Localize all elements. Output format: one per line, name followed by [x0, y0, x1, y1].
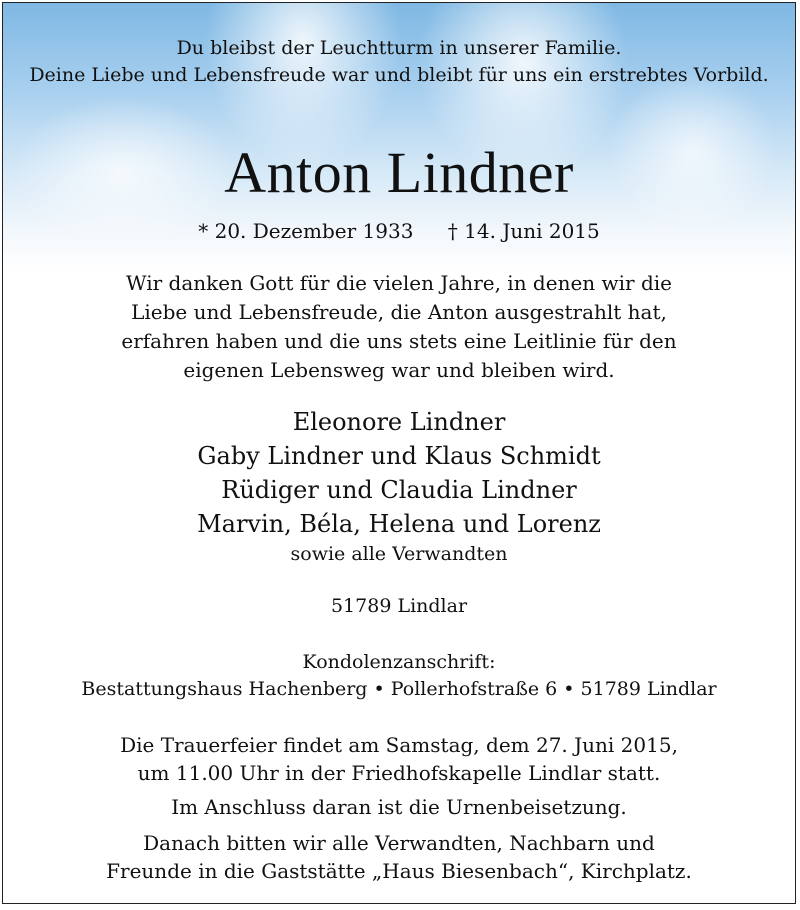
family-names — [3, 405, 795, 541]
condolence-heading: Kondolenzanschrift: — [302, 651, 496, 673]
condolence-address — [3, 649, 795, 703]
family-place: 51789 Lindlar — [330, 595, 468, 617]
funeral-service — [3, 731, 795, 787]
invite-line: Danach bitten wir alle Verwandten, Nachbarn und — [143, 831, 655, 855]
life-dates — [3, 217, 795, 245]
thanks-line: Liebe und Lebensfreude, die Anton ausgestrahlt hat, — [131, 300, 667, 324]
deceased-name: Anton Lindner — [224, 140, 574, 205]
condolence-address-line: Bestattungshaus Hachenberg • Pollerhofstraße 6 • 51789 Lindlar — [81, 678, 717, 700]
birth-date: * 20. Dezember 1933 — [198, 219, 414, 243]
obituary-notice — [2, 2, 796, 904]
family-member: Gaby Lindner und Klaus Schmidt — [197, 442, 601, 470]
thanks-text — [3, 269, 795, 385]
family-member: Marvin, Béla, Helena und Lorenz — [197, 510, 601, 538]
family-member: Rüdiger und Claudia Lindner — [221, 476, 577, 504]
service-line: um 11.00 Uhr in der Friedhofskapelle Lindlar statt. — [137, 761, 661, 785]
death-date: † 14. Juni 2015 — [447, 219, 600, 243]
motto-line: Deine Liebe und Lebensfreude war und bleibt für uns ein erstrebtes Vorbild. — [29, 64, 769, 86]
invite-line: Freunde in die Gaststätte „Haus Biesenbach“, Kirchplatz. — [106, 859, 692, 883]
thanks-line: Wir danken Gott für die vielen Jahre, in denen wir die — [126, 271, 672, 295]
family-member: Eleonore Lindner — [292, 408, 506, 436]
thanks-line: erfahren haben und die uns stets eine Leitlinie für den — [121, 329, 677, 353]
service-line: Die Trauerfeier findet am Samstag, dem 27. Juni 2015, — [120, 733, 678, 757]
urn-burial-note: Im Anschluss daran ist die Urnenbeisetzung. — [171, 795, 627, 819]
thanks-line: eigenen Lebensweg war und bleiben wird. — [183, 358, 615, 382]
motto — [3, 35, 795, 89]
motto-line: Du bleibst der Leuchtturm in unserer Familie. — [176, 37, 622, 59]
relatives-note: sowie alle Verwandten — [290, 543, 508, 565]
reception-invite — [3, 829, 795, 885]
